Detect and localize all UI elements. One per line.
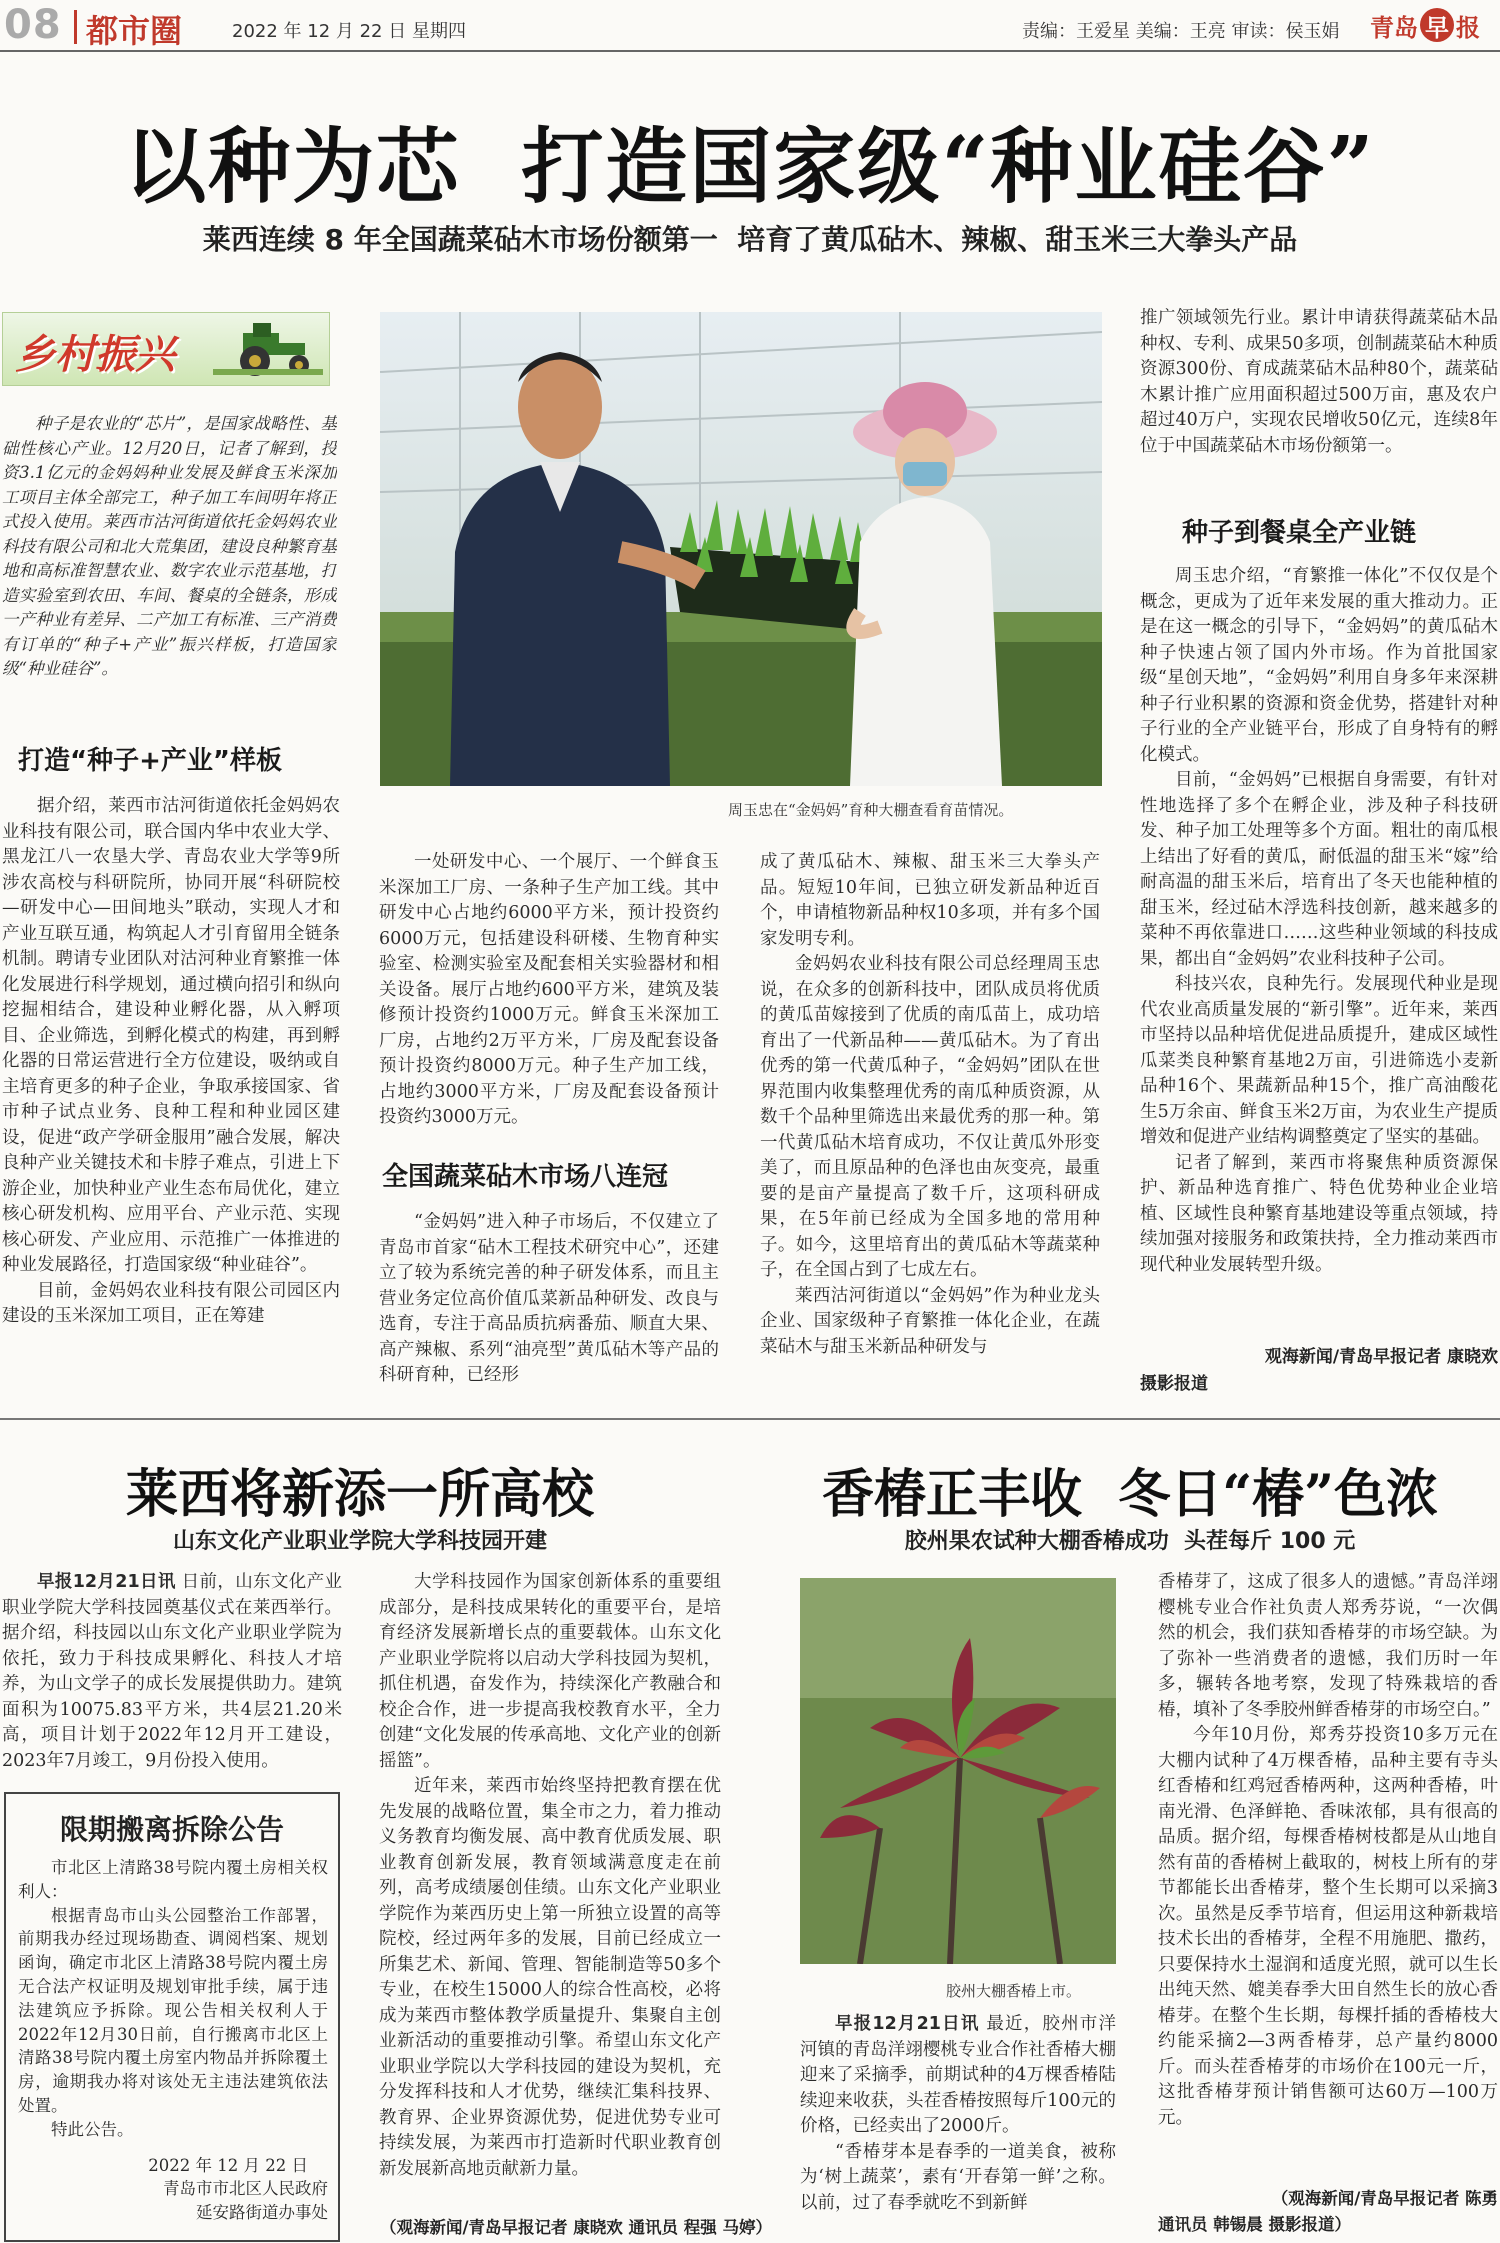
logo-text-morning: 早 — [1420, 8, 1454, 42]
header-rule — [0, 50, 1500, 52]
toona-subheadline: 胶州果农试种大棚香椿成功 头茬每斤 100 元 — [904, 1529, 1356, 1554]
demolition-notice — [4, 1792, 340, 2242]
toona-byline-correspondent: 通讯员 韩锡晨 摄影报道） — [1158, 2215, 1351, 2234]
byline-photo: 摄影报道 — [1140, 1374, 1208, 1394]
main-headline: 以种为芯 打造国家级“种业硅谷” — [124, 119, 1376, 215]
school-lead: 早报12月21日讯 — [37, 1572, 176, 1592]
page-number: 08 — [4, 2, 62, 48]
main-subheadline: 莱西连续 8 年全国蔬菜砧木市场份额第一 培育了黄瓜砧木、辣椒、甜玉米三大拳头产品 — [202, 223, 1298, 256]
issue-date: 2022 年 12 月 22 日 星期四 — [232, 21, 466, 42]
main-column-2b — [379, 1210, 719, 1395]
paragraph: 今年10月份，郑秀芬投资10多万元在大棚内试种了4万棵香椿，品种主要有寺头红香椿和红鸡冠香椿两种，这两种香椿，叶南光滑、色泽鲜艳、香味浓郁，具有很高的品质。据介绍，每棵香椿树枝都是从山地自然有苗的香椿树上截取的，树枝上所有的芽节都能长出香椿芽，整个生长期可以采摘3次。虽然是反季节培育，但运用这种新栽培技术长出的香椿芽，全程不用施肥、撒药，只要保持水土湿润和适度光照，就可以生长出纯天然、媲美春季大田自然生长的放心香椿芽。在整个生长期，每棵扦插的香椿枝大约能采摘2—3两香椿芽，总产量约8000斤。而头茬香椿芽的市场价在100元一斤，这批香椿芽预计销售额可达60万—100万元。 — [1158, 1725, 1498, 2128]
toona-photo — [800, 1578, 1116, 1964]
notice-paragraph: 根据青岛市山头公园整治工作部署，前期我办经过现场勘查、调阅档案、规划函询，确定市北区上清路38号院内覆土房无合法产权证明及规划审批手续，属于违法建筑应予拆除。现公告相关权利人于2022年12月30日前，自行搬离市北区上清路38号院内覆土房室内物品并拆除覆土房，逾期我办将对该处无主违法建筑依法处置。 — [18, 1905, 328, 2115]
logo-text-city: 青岛 — [1370, 13, 1418, 42]
paragraph: 莱西沽河街道以“金妈妈”作为种业龙头企业、国家级种子育繁推一体化企业，在蔬菜砧木与甜玉米新品种研发与 — [760, 1285, 1100, 1357]
section-divider — [0, 1418, 1500, 1420]
main-intro — [2, 412, 337, 722]
main-photo-caption: 周玉忠在“金妈妈”育种大棚查看育苗情况。 — [728, 801, 1014, 819]
intro-paragraph: 种子是农业的“芯片”，是国家战略性、基础性核心产业。12月20日，记者了解到，投资3.1亿元的金妈妈种业发展及鲜食玉米深加工项目主体全部完工，种子加工车间明年将正式投入使用。莱西市沽河街道依托金妈妈农业科技有限公司和北大荒集团，建设良种繁育基地和高标准智慧农业、数字农业示范基地，打造实验室到农田、车间、餐桌的全链条，形成一产种业有差异、二产加工有标准、三产消费有订单的“种子+产业”振兴样板，打造国家级“种业硅谷”。 — [2, 414, 337, 678]
paragraph: 一处研发中心、一个展厅、一个鲜食玉米深加工厂房、一条种子生产加工线。其中研发中心占地约6000平方米，预计投资约6000万元，包括建设科研楼、生物育种实验室、检测实验室及配套相关实验器材和相关设备。展厅占地约600平方米，建筑及装修预计投资约1000万元。鲜食玉米深加工厂房，占地约2万平方米，厂房及配套设备预计投资约8000万元。种子生产加工线，占地约3000平方米，厂房及配套设备预计投资约3000万元。 — [379, 852, 719, 1127]
toona-photo-caption: 胶州大棚香椿上市。 — [946, 1982, 1082, 2000]
toona-byline-reporter: （观海新闻/青岛早报记者 陈勇 — [1271, 2189, 1498, 2208]
paragraph: 目前，“金妈妈”已根据自身需要，有针对性地选择了多个在孵企业，涉及种子科技研发、种子加工处理等多个方面。粗壮的南瓜根上结出了好看的黄瓜，耐低温的甜玉米“嫁”给耐高温的甜玉米后，培育出了冬天也能种植的甜玉米，经过砧木浮选科技创新，越来越多的菜种不再依靠进口……这些种业领域的科技成果，都出自“金妈妈”农业科技种子公司。 — [1140, 770, 1498, 969]
notice-org-district: 青岛市市北区人民政府 — [163, 2179, 328, 2199]
subhead-seed-industry: 打造“种子+产业”样板 — [18, 746, 282, 776]
notice-org-subdistrict: 延安路街道办事处 — [196, 2203, 328, 2223]
school-column-1 — [2, 1570, 342, 1775]
main-photo — [380, 312, 1102, 786]
main-column-2 — [379, 850, 719, 1132]
main-column-3 — [760, 850, 1100, 1395]
main-byline — [1140, 1344, 1498, 1398]
rural-revitalization-badge — [2, 312, 330, 386]
toona-lead-text: 最近，胶州市洋河镇的青岛洋翊樱桃专业合作社香椿大棚迎来了采摘季，前期试种的4万棵香椿陆续迎来收获，头茬香椿按照每斤100元的价格，已经卖出了2000斤。 — [800, 2014, 1116, 2136]
paragraph: “香椿芽本是春季的一道美食，被称为‘树上蔬菜’，素有‘开春第一鲜’之称。以前，过了春季就吃不到新鲜 — [800, 2141, 1116, 2213]
school-column-2 — [379, 1570, 721, 2210]
greenhouse-seedling-photo — [380, 312, 1102, 786]
school-byline: （观海新闻/青岛早报记者 康晓欢 通讯员 程强 马婷） — [380, 2218, 773, 2237]
paragraph — [800, 2012, 1116, 2140]
notice-body — [18, 1856, 328, 2236]
paragraph: 目前，金妈妈农业科技有限公司园区内建设的玉米深加工项目，正在筹建 — [2, 1280, 340, 1326]
school-lead-text: 日前，山东文化产业职业学院大学科技园奠基仪式在莱西举行。据介绍，科技园以山东文化产业职业学院为依托，致力于科技成果孵化、科技人才培养，为山文学子的成长发展提供助力。建筑面积为10075.83平方米，共4层21.20米高，项目计划于2022年12月开工建设，2023年7月竣工，9月份投入使用。 — [2, 1572, 342, 1771]
notice-date: 2022 年 12 月 22 日 — [148, 2155, 308, 2175]
paragraph: 大学科技园作为国家创新体系的重要组成部分，是科技成果转化的重要平台，是培育经济发展新增长点的重要载体。山东文化产业职业学院将以启动大学科技园为契机，抓住机遇，奋发作为，持续深化产教融合和校企合作，进一步提高我校教育水平，全力创建“文化发展的传承高地、文化产业的创新摇篮”。 — [379, 1572, 721, 1771]
paragraph: 推广领域领先行业。累计申请获得蔬菜砧木品种权、专利、成果50多项，创制蔬菜砧木种质资源300份、育成蔬菜砧木品种80个，蔬菜砧木累计推广应用面积超过500万亩，惠及农户超过40万户，实现农民增收50亿元，连续8年位于中国蔬菜砧木市场份额第一。 — [1140, 308, 1498, 456]
paragraph: 记者了解到，莱西市将聚焦种质资源保护、新品种选育推广、特色优势种业企业培植、区域性良种繁育基地建设等重点领域，持续加强对接服务和政策扶持，全力推动莱西市现代种业发展转型升级。 — [1140, 1152, 1498, 1275]
notice-closing: 特此公告。 — [51, 2119, 134, 2139]
paragraph: 香椿芽了，这成了很多人的遗憾。”青岛洋翊樱桃专业合作社负责人郑秀芬说，“一次偶然的机会，我们获知香椿芽的市场空缺。为了弥补一些消费者的遗憾，我们历时一年多，辗转各地考察，发现了特殊栽培的香椿，填补了冬季胶州鲜香椿芽的市场空白。” — [1158, 1572, 1498, 1720]
toona-lead: 早报12月21日讯 — [835, 2014, 980, 2034]
page-number-divider — [74, 10, 77, 44]
byline-reporter: 观海新闻/青岛早报记者 康晓欢 — [1264, 1347, 1498, 1367]
badge-label: 乡村振兴 — [15, 332, 175, 378]
paragraph — [2, 1570, 342, 1774]
school-headline: 莱西将新添一所高校 — [125, 1464, 594, 1525]
section-name: 都市圈 — [86, 12, 183, 50]
toona-column-2 — [1158, 1570, 1498, 2182]
main-column-4b — [1140, 564, 1498, 1344]
paragraph: 科技兴农，良种先行。发展现代种业是现代农业高质量发展的“新引擎”。近年来，莱西市坚持以品种培优促进品质提升，建成区域性瓜菜类良种繁育基地2万亩，引进筛选小麦新品种16个、果蔬新品种15个，推广高油酸花生5万余亩、鲜食玉米2万亩，为农业生产提质增效和促进产业结构调整奠定了坚实的基础。 — [1140, 974, 1498, 1147]
main-column-4a — [1140, 306, 1498, 488]
school-subheadline: 山东文化产业职业学院大学科技园开建 — [172, 1529, 547, 1554]
newspaper-logo — [1370, 5, 1480, 45]
editor-credits: 责编：王爱星 美编：王亮 审读：侯玉娟 — [1022, 21, 1340, 42]
paragraph: 近年来，莱西市始终坚持把教育摆在优先发展的战略位置，集全市之力，着力推动义务教育均衡发展、高中教育优质发展、职业教育创新发展，教育领域满意度走在前列，高考成绩屡创佳绩。山东文化产业职业学院作为莱西历史上第一所独立设置的高等院校，经过两年多的发展，目前已经成立一所集艺术、新闻、管理、智能制造等50多个专业，在校生15000人的综合性高校，必将成为莱西市整体教学质量提升、集聚自主创业新活动的重要推动引擎。希望山东文化产业职业学院以大学科技园的建设为契机，充分发挥科技和人才优势，继续汇集科技界、教育界、企业界资源优势，促进优势专业可持续发展，为莱西市打造新时代职业教育创新发展新高地贡献新力量。 — [379, 1776, 721, 2179]
logo-text-paper: 报 — [1456, 13, 1480, 42]
paragraph: 据介绍，莱西市沽河街道依托金妈妈农业科技有限公司，联合国内华中农业大学、黑龙江八一农垦大学、青岛农业大学等9所涉农高校与科研院所，协同开展“科研院校—研发中心—田间地头”联动，实现人才和产业互联互通，构筑起人才引育留用全链条机制。聘请专业团队对沽河种业育繁推一体化发展进行科学规划，通过横向招引和纵向挖掘相结合，建设种业孵化器，从入孵项目、企业筛选，到孵化模式的构建，再到孵化器的日常运营进行全方位建设，吸纳或自主培育更多的种子企业，争取承接国家、省市种子试点业务、良种工程和种业园区建设，促进“政产学研金服用”融合发展，解决良种产业关键技术和卡脖子难点，引进上下游企业，加快种业产业生态布局优化，建立核心研发机构、应用平台、产业示范、实现核心研发、产业应用、示范推广一体推进的种业发展路径，打造国家级“种业硅谷”。 — [2, 796, 340, 1275]
paragraph: 金妈妈农业科技有限公司总经理周玉忠说，在众多的创新科技中，团队成员将优质的黄瓜苗嫁接到了优质的南瓜苗上，成功培育出了一代新品种——黄瓜砧木。为了育出优秀的第一代黄瓜种子，“金妈妈”团队在世界范围内收集整理优秀的南瓜种质资源，从数千个品种里筛选出来最优秀的那一种。第一代黄瓜砧木培育成功，不仅让黄瓜外形变美了，而且原品种的色泽也由灰变亮，最重要的是亩产量提高了数千斤，这项科研成果，在5年前已经成为全国多地的常用种子。如今，这里培育出的黄瓜砧木等蔬菜种子，在全国占到了七成左右。 — [760, 954, 1100, 1280]
paragraph: “金妈妈”进入种子市场后，不仅建立了青岛市首家“砧木工程技术研究中心”，还建立了较为系统完善的种子研发体系，而且主营业务定位高价值瓜菜新品种研发、改良与选育，专注于高品质抗病番茄、顺直大果、高产辣椒、系列“油亮型”黄瓜砧木等产品的科研育种，已经形 — [379, 1212, 719, 1385]
notice-title: 限期搬离拆除公告 — [59, 1813, 284, 1846]
subhead-rootstock-market: 全国蔬菜砧木市场八连冠 — [382, 1162, 669, 1192]
notice-salutation: 市北区上清路38号院内覆土房相关权利人： — [18, 1858, 328, 1901]
paragraph: 周玉忠介绍，“育繁推一体化”不仅仅是个概念，更成为了近年来发展的重大推动力。正是在这一概念的引导下，“金妈妈”的黄瓜砧木种子快速占领了国内外市场。作为首批国家级“星创天地”，“金妈妈”利用自身多年来深耕种子行业积累的资源和资金优势，搭建针对种子行业的全产业链平台，形成了自身特有的孵化模式。 — [1140, 566, 1498, 765]
tractor-icon — [213, 319, 323, 379]
main-column-1 — [2, 794, 340, 1394]
paragraph: 成了黄瓜砧木、辣椒、甜玉米三大拳头产品。短短10年间，已独立研发新品种近百个，申请植物新品种权10多项，并有多个国家发明专利。 — [760, 852, 1100, 949]
subhead-seed-to-table: 种子到餐桌全产业链 — [1182, 518, 1417, 548]
toona-byline — [1158, 2186, 1498, 2238]
toona-column-1 — [800, 2012, 1116, 2243]
toona-sprouts-photo — [800, 1578, 1116, 1964]
toona-headline: 香椿正丰收 冬日“椿”色浓 — [821, 1464, 1439, 1525]
